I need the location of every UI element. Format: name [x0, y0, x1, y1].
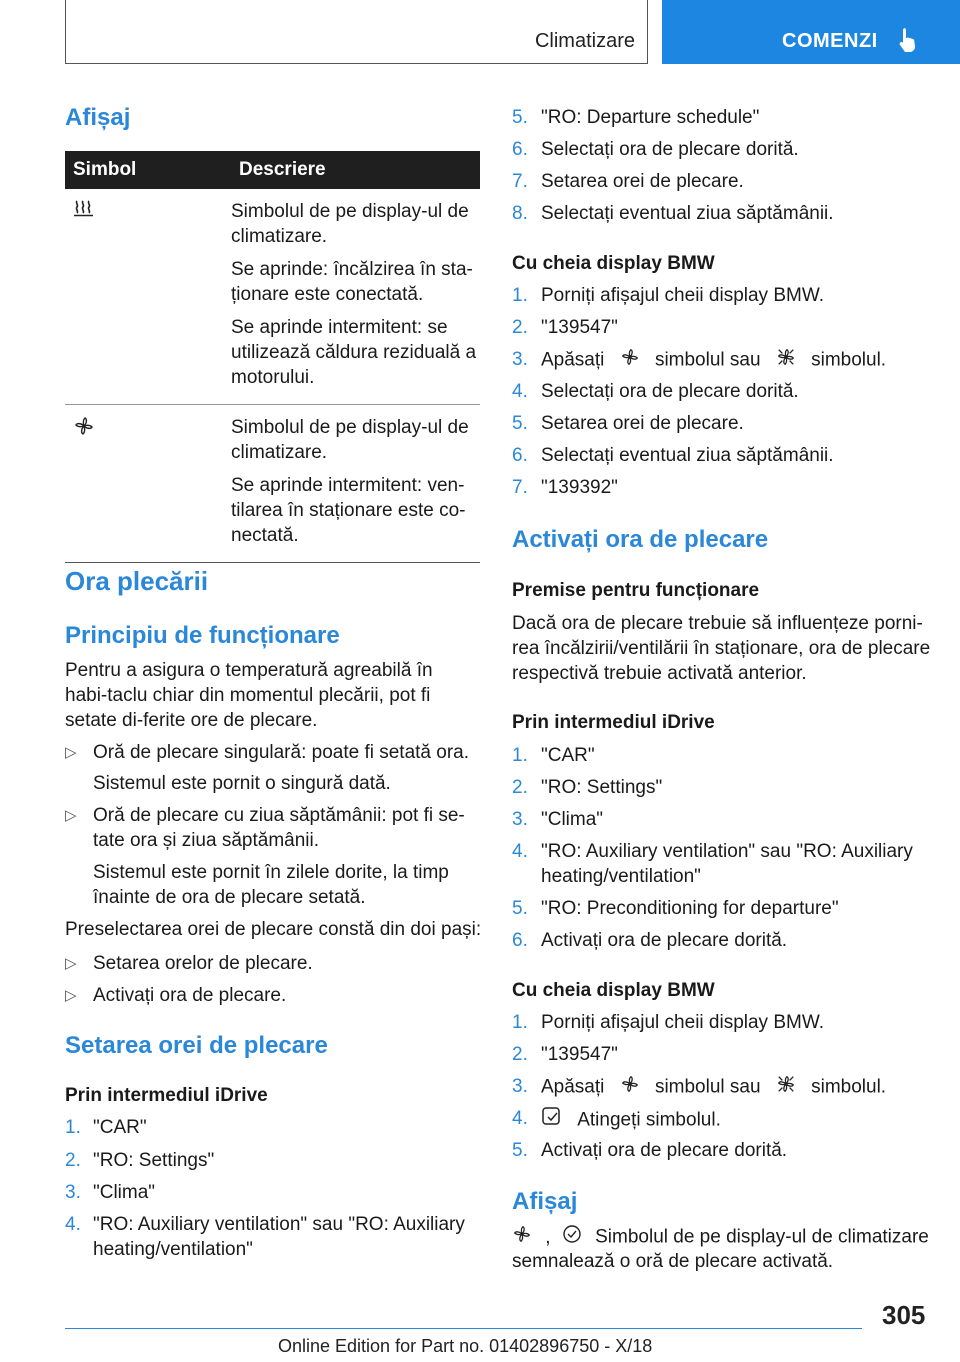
table-row — [65, 189, 480, 405]
step-number: 5. — [512, 1140, 528, 1161]
touch-label: Atingeți simbolul. — [577, 1109, 721, 1131]
step-text: "CAR" — [541, 745, 595, 766]
step-number: 6. — [512, 445, 528, 466]
idrive-subheading: Prin intermediul iDrive — [65, 1085, 268, 1106]
section-title: Climatizare — [534, 30, 635, 52]
step-text — [541, 1074, 886, 1101]
bullet-subtext: Sistemul este pornit o singură dată. — [93, 773, 391, 794]
step-text: Setarea orei de plecare. — [541, 171, 744, 192]
premise-subheading: Premise pentru funcționare — [512, 580, 760, 601]
fan-heat-icon — [776, 347, 796, 374]
afisaj2-text1: Simbolul de pe display-ul de climatizare — [595, 1226, 929, 1248]
bullet-text: Setarea orelor de plecare. — [93, 953, 313, 974]
step-number: 8. — [512, 203, 528, 224]
step-text: "RO: Settings" — [93, 1150, 215, 1171]
symbol-table — [65, 151, 480, 563]
fan-icon — [620, 1074, 640, 1101]
press-mid-label: simbolul sau — [654, 349, 761, 371]
description-cell — [231, 405, 480, 563]
fan-icon — [512, 1224, 532, 1251]
fan-icon — [73, 415, 95, 444]
comenzi-button[interactable] — [662, 0, 960, 64]
step-text: "139392" — [541, 477, 618, 498]
description-cell — [231, 189, 480, 405]
step-number: 3. — [512, 1076, 528, 1097]
key-subheading: Cu cheia display BMW — [512, 253, 715, 274]
step-text: Selectați ora de plecare dorită. — [541, 381, 799, 402]
premise-text: Dacă ora de plecare trebuie să influențeze porni-rea încălzirii/ventilării în staționare, ora de plecare respectivă trebuie activată anterior. — [512, 613, 931, 684]
principiu-heading: Principiu de funcționare — [65, 622, 340, 649]
heating-waves-icon — [73, 199, 95, 224]
step-text: "Clima" — [93, 1182, 156, 1203]
desc-text: Simbolul de pe display-ul de climatizare. — [231, 201, 469, 247]
step-text — [541, 1106, 721, 1135]
press-mid-label: simbolul sau — [654, 1076, 761, 1098]
page-number: 305 — [882, 1300, 926, 1330]
step-number: 4. — [512, 841, 528, 862]
step-number: 1. — [512, 285, 528, 306]
col-simbol: Simbol — [65, 151, 231, 189]
clock-icon — [562, 1224, 582, 1251]
header-box — [65, 0, 648, 64]
step-text: Selectați eventual ziua săptămânii. — [541, 445, 834, 466]
bullet-triangle-icon: ▷ — [65, 807, 77, 824]
afisaj2-text2: semnalează o oră de plecare activată. — [512, 1251, 834, 1272]
step-number: 5. — [512, 898, 528, 919]
footer-edition: Online Edition for Part no. 01402896750 - X/18 — [278, 1336, 653, 1356]
setarea-heading: Setarea orei de plecare — [65, 1032, 328, 1059]
step-number: 2. — [512, 1044, 528, 1065]
step-number: 7. — [512, 477, 528, 498]
comma: , — [545, 1226, 551, 1248]
step-number: 6. — [512, 139, 528, 160]
desc-text: Se aprinde: încălzirea în sta-ționare este conectată. — [231, 259, 473, 305]
step-number: 7. — [512, 171, 528, 192]
desc-text: Simbolul de pe display-ul de climatizare. — [231, 417, 469, 463]
bullet-triangle-icon: ▷ — [65, 744, 77, 761]
afisaj2-heading: Afișaj — [512, 1188, 578, 1215]
step-number: 4. — [65, 1214, 81, 1235]
afisaj-heading: Afișaj — [65, 104, 131, 131]
step-text: Activați ora de plecare dorită. — [541, 930, 788, 951]
step-number: 3. — [512, 349, 528, 370]
step-text: "CAR" — [93, 1117, 147, 1138]
desc-text: Se aprinde intermitent: se utilizează căldura reziduală a motorului. — [231, 317, 477, 388]
bullet-triangle-icon: ▷ — [65, 987, 77, 1004]
step-text — [541, 347, 886, 374]
col-descriere: Descriere — [231, 151, 480, 189]
comenzi-label: COMENZI — [782, 30, 878, 52]
idrive-subheading: Prin intermediul iDrive — [512, 712, 715, 733]
step-number: 6. — [512, 930, 528, 951]
principiu-text: Pentru a asigura o temperatură agreabilă în habi-taclu chiar din momentul plecării, pot fi setate di-ferite ore de plecare. — [65, 660, 433, 731]
press-label: Apăsați — [541, 349, 605, 371]
press-end-label: simbolul. — [811, 349, 887, 371]
fan-icon — [620, 347, 640, 374]
step-text: Selectați eventual ziua săptămânii. — [541, 203, 834, 224]
table-header-row — [65, 151, 480, 189]
step-text: "RO: Auxiliary ventilation" sau "RO: Auxiliary heating/ventilation" — [541, 841, 913, 887]
step-text: Porniți afișajul cheii display BMW. — [541, 285, 824, 306]
touch-check-icon — [541, 1106, 563, 1135]
step-text: "RO: Auxiliary ventilation" sau "RO: Auxiliary heating/ventilation" — [93, 1214, 465, 1260]
step-number: 1. — [65, 1117, 81, 1138]
step-number: 2. — [512, 777, 528, 798]
step-number: 2. — [65, 1150, 81, 1171]
step-number: 3. — [512, 809, 528, 830]
table-row — [65, 405, 480, 563]
step-number: 5. — [512, 107, 528, 128]
step-text: Activați ora de plecare dorită. — [541, 1140, 788, 1161]
press-end-label: simbolul. — [811, 1076, 887, 1098]
activati-heading: Activați ora de plecare — [512, 526, 769, 553]
step-text: Setarea orei de plecare. — [541, 413, 744, 434]
hand-pointer-icon — [895, 26, 921, 60]
step-text: "139547" — [541, 317, 618, 338]
footer-divider — [65, 1328, 862, 1329]
step-text: "Clima" — [541, 809, 604, 830]
step-text: Selectați ora de plecare dorită. — [541, 139, 799, 160]
step-text: "RO: Preconditioning for departure" — [541, 898, 839, 919]
step-text: "139547" — [541, 1044, 618, 1065]
key2-subheading: Cu cheia display BMW — [512, 980, 715, 1001]
step-number: 2. — [512, 317, 528, 338]
bullet-text: Activați ora de plecare. — [93, 985, 287, 1006]
step-number: 3. — [65, 1182, 81, 1203]
bullet-triangle-icon: ▷ — [65, 955, 77, 972]
symbol-cell — [65, 189, 231, 405]
afisaj2-line1 — [512, 1224, 932, 1251]
step-number: 5. — [512, 413, 528, 434]
press-label: Apăsați — [541, 1076, 605, 1098]
preselect-text: Preselectarea orei de plecare constă din doi pași: — [65, 919, 482, 940]
step-number: 4. — [512, 1108, 528, 1129]
fan-heat-icon — [776, 1074, 796, 1101]
bullet-text: Oră de plecare cu ziua săptămânii: pot fi se-tate ora și ziua săptămânii. — [93, 805, 465, 851]
step-number: 1. — [512, 1012, 528, 1033]
step-text: Porniți afișajul cheii display BMW. — [541, 1012, 824, 1033]
ora-plecarii-heading: Ora plecării — [65, 566, 209, 596]
desc-text: Se aprinde intermitent: ven-tilarea în staționare este co-nectată. — [231, 475, 466, 546]
step-text: "RO: Settings" — [541, 777, 663, 798]
step-number: 4. — [512, 381, 528, 402]
symbol-cell — [65, 405, 231, 563]
bullet-subtext: Sistemul este pornit în zilele dorite, la timp înainte de ora de plecare setată. — [93, 862, 449, 908]
step-text: "RO: Departure schedule" — [541, 107, 760, 128]
bullet-text: Oră de plecare singulară: poate fi setată ora. — [93, 742, 470, 763]
step-number: 1. — [512, 745, 528, 766]
